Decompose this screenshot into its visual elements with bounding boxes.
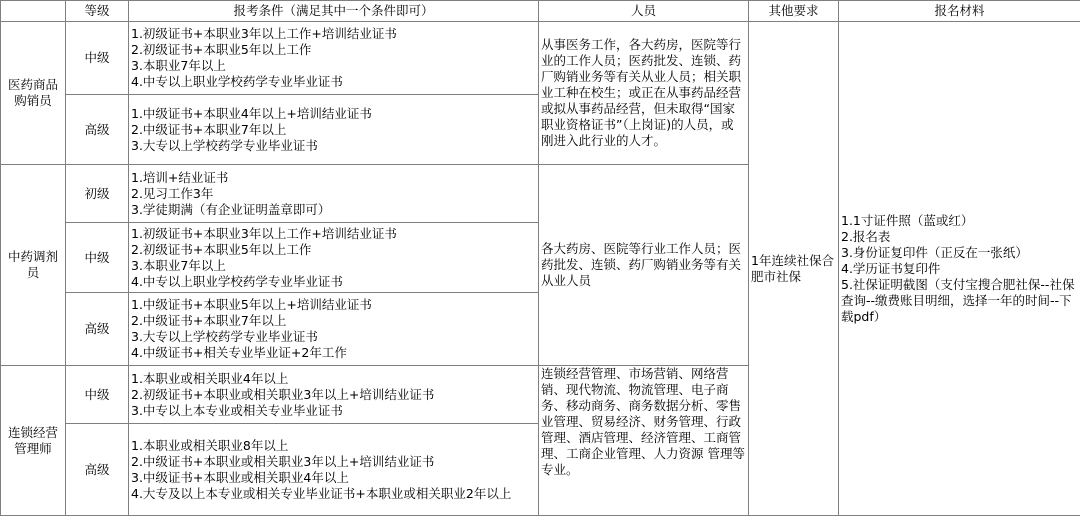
conditions-cell	[129, 95, 539, 165]
condition-line: 1.培训+结业证书	[131, 169, 229, 185]
conditions-cell	[129, 293, 539, 366]
level-cell: 中级	[66, 366, 129, 424]
people-cell: 从事医务工作，各大药房，医院等行业的工作人员；医药批发、连锁、药厂购销业务等有关从业人员；相关职业工种在校生；或正在从事药品经营或拟从事药品经营，但未取得“国家职业资格证书”（上岗证)的人员，或刚进入此行业的人才。	[539, 22, 749, 165]
condition-line: 1.本职业或相关职业8年以上	[131, 437, 289, 453]
condition-line: 4.中专以上职业学校药学专业毕业证书	[131, 273, 343, 289]
condition-line: 3.本职业7年以上	[131, 58, 226, 73]
condition-line: 4.中专以上职业学校药学专业毕业证书	[131, 74, 343, 89]
condition-line: 1.中级证书+本职业4年以上+培训结业证书	[131, 105, 372, 121]
condition-line: 2.中级证书+本职业或相关职业3年以上+培训结业证书	[131, 453, 435, 469]
category-cell: 医药商品购销员	[1, 22, 66, 165]
people-cell: 各大药房、医院等行业工作人员；医药批发、连锁、药厂购销业务等有关从业人员	[539, 165, 749, 366]
header-other: 其他要求	[749, 1, 839, 22]
material-line: 4.学历证书复印件	[841, 260, 941, 276]
condition-line: 2.中级证书+本职业7年以上	[131, 313, 287, 328]
condition-line: 3.本职业7年以上	[131, 257, 226, 273]
header-materials: 报名材料	[839, 1, 1080, 22]
level-cell: 高级	[66, 424, 129, 516]
level-cell: 高级	[66, 95, 129, 165]
other-requirements-cell: 1年连续社保合肥市社保	[749, 22, 839, 516]
conditions-cell	[129, 424, 539, 516]
category-cell: 中药调剂员	[1, 165, 66, 366]
header-category	[1, 1, 66, 22]
condition-line: 2.初级证书+本职业或相关职业3年以上+培训结业证书	[131, 386, 435, 402]
condition-line: 3.中专以上本专业或相关专业毕业证书	[131, 402, 343, 418]
header-row	[1, 1, 1080, 22]
material-line: 3.身份证复印件（正反在一张纸）	[841, 244, 1028, 260]
condition-line: 2.见习工作3年	[131, 185, 214, 201]
condition-line: 4.大专及以上本专业或相关专业毕业证书+本职业或相关职业2年以上	[131, 485, 512, 501]
materials-cell	[839, 22, 1080, 516]
material-line: 5.社保证明截图（支付宝搜合肥社保--社保查询--缴费账目明细，选择一年的时间--下载pdf）	[841, 276, 1075, 324]
condition-line: 1.初级证书+本职业3年以上工作+培训结业证书	[131, 26, 397, 41]
condition-line: 2.初级证书+本职业5年以上工作	[131, 241, 312, 257]
header-conditions: 报考条件（满足其中一个条件即可）	[129, 1, 539, 22]
level-cell: 中级	[66, 22, 129, 95]
condition-line: 2.初级证书+本职业5年以上工作	[131, 42, 312, 57]
level-cell: 中级	[66, 223, 129, 293]
conditions-cell	[129, 223, 539, 293]
condition-line: 3.中级证书+本职业或相关职业4年以上	[131, 469, 349, 485]
conditions-cell	[129, 22, 539, 95]
condition-line: 3.大专以上学校药学专业毕业证书	[131, 137, 318, 153]
condition-line: 1.中级证书+本职业5年以上+培训结业证书	[131, 297, 372, 312]
table-row	[1, 22, 1080, 95]
header-people: 人员	[539, 1, 749, 22]
level-cell: 高级	[66, 293, 129, 366]
conditions-cell	[129, 165, 539, 223]
people-cell: 连锁经营管理、市场营销、网络营销、现代物流、物流管理、电子商务、移动商务、商务数据分析、零售业管理、贸易经济、财务管理、行政管理、酒店管理、经济管理、工商管理、工商企业管理、人力资源 管理等专业。	[539, 366, 749, 516]
header-level: 等级	[66, 1, 129, 22]
condition-line: 3.学徒期满（有企业证明盖章即可）	[131, 201, 331, 217]
condition-line: 3.大专以上学校药学专业毕业证书	[131, 329, 318, 344]
condition-line: 1.本职业或相关职业4年以上	[131, 370, 289, 386]
condition-line: 1.初级证书+本职业3年以上工作+培训结业证书	[131, 225, 397, 241]
material-line: 2.报名表	[841, 228, 891, 244]
condition-line: 4.中级证书+相关专业毕业证+2年工作	[131, 345, 347, 360]
material-line: 1.1寸证件照（蓝或红）	[841, 212, 974, 228]
condition-line: 2.中级证书+本职业7年以上	[131, 121, 287, 137]
conditions-cell	[129, 366, 539, 424]
category-cell: 连锁经营管理师	[1, 366, 66, 516]
level-cell: 初级	[66, 165, 129, 223]
